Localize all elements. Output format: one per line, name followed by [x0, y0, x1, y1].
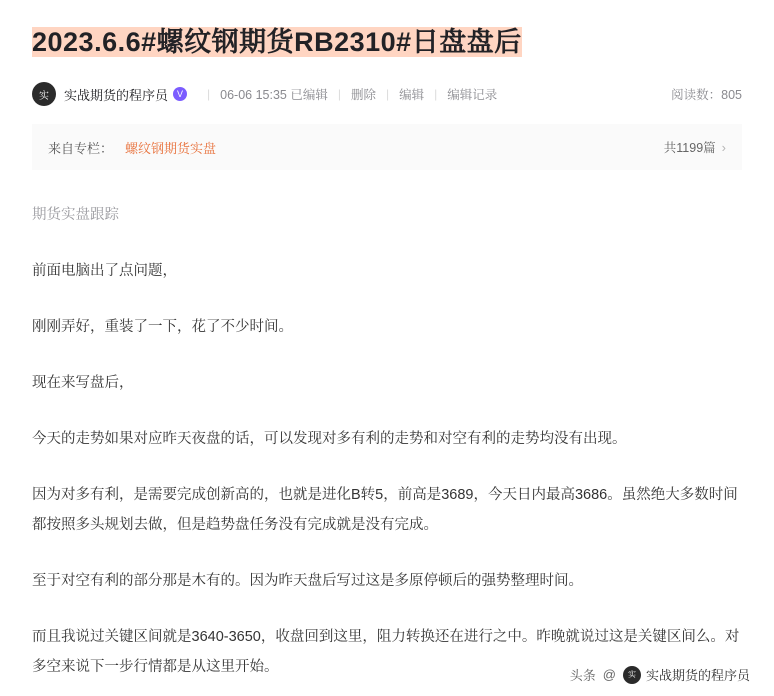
- verified-badge-icon: V: [173, 87, 187, 101]
- watermark-author: 实战期货的程序员: [645, 668, 750, 683]
- meta-divider: |: [337, 87, 341, 101]
- watermark-avatar: 实: [623, 666, 641, 684]
- read-count: 阅读数：805: [671, 88, 742, 102]
- meta-divider: |: [207, 87, 211, 101]
- column-from-label: 来自专栏：: [48, 140, 114, 156]
- paragraph: 期货实盘跟踪: [32, 207, 119, 223]
- publish-timestamp: 06-06 15:35 已编辑: [220, 88, 328, 102]
- article-body: [32, 200, 742, 682]
- column-link[interactable]: 螺纹钢期货实盘: [125, 140, 217, 156]
- paragraph: 而且我说过关键区间就是3640-3650，收盘回到这里，阻力转换还在进行之中。昨晚就说过这是关键区间么。对多空来说下一步行情都是从这里开始。: [32, 629, 740, 675]
- paragraph: 今天的走势如果对应昨天夜盘的话，可以发现对多有利的走势和对空有利的走势均没有出现。: [32, 431, 627, 447]
- page-title: 2023.6.6#螺纹钢期货RB2310#日盘盘后: [32, 27, 522, 57]
- column-banner[interactable]: [32, 124, 742, 170]
- article-meta: [32, 82, 742, 106]
- paragraph: 现在来写盘后，: [32, 375, 134, 391]
- column-article-count: 共1199篇: [663, 141, 716, 155]
- edit-button[interactable]: 编辑: [399, 88, 425, 102]
- meta-divider: |: [385, 87, 390, 101]
- watermark-at-symbol: @: [602, 667, 616, 682]
- paragraph: 前面电脑出了点问题，: [32, 263, 177, 279]
- edit-history-button[interactable]: 编辑记录: [447, 88, 498, 102]
- paragraph: 至于对空有利的部分那是木有的。因为昨天盘后写过这是多原停顿后的强势整理时间。: [32, 573, 583, 589]
- title-container: [32, 0, 742, 62]
- author-name[interactable]: 实战期货的程序员: [64, 87, 169, 103]
- avatar: 实: [32, 82, 56, 106]
- meta-divider: |: [434, 87, 438, 101]
- watermark-source: 头条: [569, 668, 596, 683]
- chevron-right-icon[interactable]: ›: [721, 139, 726, 155]
- paragraph: 因为对多有利，是需要完成创新高的，也就是进化B转5，前高是3689，今天日内最高3686。虽然绝大多数时间都按照多头规划去做，但是趋势盘任务没有完成就是没有完成。: [32, 487, 738, 533]
- paragraph: 刚刚弄好，重装了一下，花了不少时间。: [32, 319, 293, 335]
- watermark: [570, 665, 750, 684]
- delete-button[interactable]: 删除: [350, 88, 376, 102]
